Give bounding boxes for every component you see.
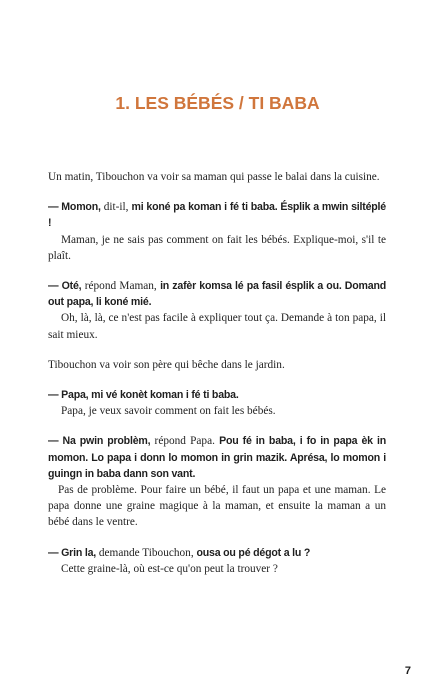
creole-speech: Pou fé in baba, i fo in papa èk in momon. Lo papa i donn lo momon in grin mazik. Aprésa, lo momon i guingn in baba dann son vant. — [48, 435, 386, 480]
creole-line-5 — [48, 545, 386, 561]
creole-line-2 — [48, 278, 386, 310]
french-translation-4: Pas de problème. Pour faire un bébé, il faut un papa et une maman. Le papa donne une graine magique à la maman, et ensuite la maman a un bébé dans le ventre. — [48, 484, 386, 529]
creole-speech: ousa ou pé dégot a lu ? — [196, 546, 311, 559]
dialogue-1 — [48, 199, 386, 264]
speaker-tag: répond Papa. — [150, 435, 220, 448]
chapter-body — [48, 169, 386, 591]
creole-line-1 — [48, 199, 386, 231]
creole-speech: in zafèr komsa lé pa fasil ésplik a ou. Domand out papa, li koné mié. — [48, 280, 386, 309]
narration-paragraph-2: Tibouchon va voir son père qui bêche dans le jardin. — [48, 358, 285, 371]
creole-speech: mi koné pa koman i fé ti baba. Ésplik a mwin siltéplé ! — [48, 201, 386, 230]
speaker-tag: demande Tibouchon, — [96, 546, 197, 559]
dialogue-2 — [48, 278, 386, 343]
creole-speech: — Momon, — [48, 201, 101, 214]
french-translation-1: Maman, je ne sais pas comment on fait les bébés. Explique-moi, s'il te plaît. — [48, 233, 386, 262]
page-number: 7 — [404, 665, 411, 677]
narration-paragraph-1: Un matin, Tibouchon va voir sa maman qui passe le balai dans la cuisine. — [48, 171, 380, 183]
speaker-tag: répond Maman, — [81, 280, 161, 293]
creole-line-3: — Papa, mi vé konèt koman i fé ti baba. — [48, 389, 239, 402]
french-translation-5: Cette graine-là, où est-ce qu'on peut la trouver ? — [61, 562, 278, 575]
french-translation-2: Oh, là, là, ce n'est pas facile à expliquer tout ça. Demande à ton papa, il sait mieux. — [48, 312, 386, 341]
speaker-tag: dit-il, — [100, 201, 132, 214]
dialogue-5 — [48, 545, 386, 577]
creole-speech: — Grin la, — [48, 546, 97, 559]
creole-speech: — Oté, — [48, 280, 82, 293]
dialogue-3 — [48, 387, 386, 419]
chapter-title: 1. LES BÉBÉS / TI BABA — [115, 93, 320, 113]
creole-line-4 — [48, 433, 386, 482]
french-translation-3: Papa, je veux savoir comment on fait les bébés. — [61, 405, 276, 418]
creole-speech: — Na pwin problèm, — [48, 435, 151, 448]
dialogue-4 — [48, 433, 386, 530]
